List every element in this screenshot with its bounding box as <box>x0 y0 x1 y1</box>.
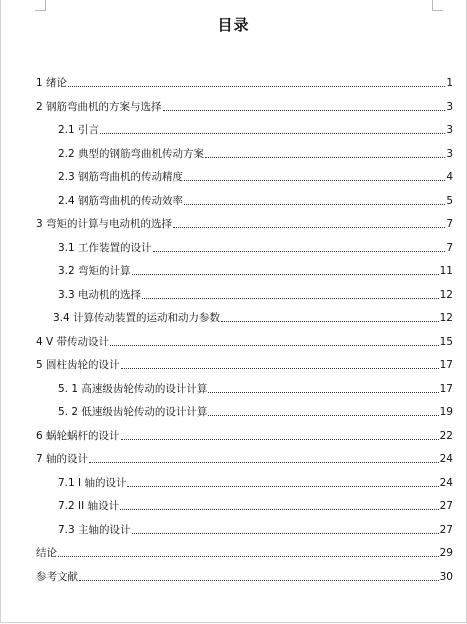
toc-entry-2-1[interactable] <box>0 121 467 137</box>
toc-entry-2-3[interactable] <box>0 168 467 184</box>
toc-entry-label: 3.1 工作装置的设计 <box>58 241 152 254</box>
toc-entry-page: 22 <box>439 429 453 442</box>
toc-entry-label: 4 V 带传动设计 <box>36 335 110 348</box>
toc-entry-references[interactable] <box>0 568 467 584</box>
dot-leader <box>163 110 446 111</box>
toc-entry-1[interactable] <box>0 74 467 90</box>
toc-entry-label: 2.3 钢筋弯曲机的传动精度 <box>58 171 184 183</box>
dot-leader <box>79 580 439 581</box>
toc-entry-6[interactable] <box>0 427 467 443</box>
toc-entry-2[interactable] <box>0 98 467 114</box>
toc-entry-page: 3 <box>446 147 453 160</box>
toc-entry-page: 15 <box>439 335 453 348</box>
toc-entry-page: 3 <box>446 124 453 136</box>
toc-entry-label: 5. 2 低速级齿轮传动的设计计算 <box>58 406 208 418</box>
crop-mark-right <box>432 0 443 11</box>
toc-entry-7-3[interactable] <box>0 521 467 537</box>
toc-entry-7[interactable] <box>0 450 467 466</box>
toc-entry-page: 7 <box>446 241 453 254</box>
toc-entry-5-2[interactable] <box>0 403 467 419</box>
toc-entry-3-4[interactable] <box>0 309 467 325</box>
dot-leader <box>58 556 439 557</box>
dot-leader <box>142 298 439 299</box>
toc-entry-page: 17 <box>439 359 453 371</box>
toc-entry-7-1[interactable] <box>0 474 467 490</box>
toc-entry-conclusion[interactable] <box>0 544 467 560</box>
toc-entry-page: 5 <box>446 194 453 207</box>
toc-entry-page: 27 <box>439 500 453 512</box>
toc-entry-7-2[interactable] <box>0 497 467 513</box>
dot-leader <box>121 439 439 440</box>
toc-entry-page: 27 <box>439 523 453 536</box>
dot-leader <box>205 157 445 158</box>
dot-leader <box>127 486 438 487</box>
toc-entry-page: 24 <box>439 476 453 489</box>
dot-leader <box>184 180 445 181</box>
toc-entry-label: 参考文献 <box>36 570 78 583</box>
toc-entry-label: 1 绪论 <box>36 77 68 89</box>
dot-leader <box>184 204 445 205</box>
toc-entry-3-2[interactable] <box>0 262 467 278</box>
toc-entry-page: 3 <box>446 100 453 113</box>
dot-leader <box>100 133 445 134</box>
toc-entry-label: 7.3 主轴的设计 <box>58 523 131 536</box>
toc-entry-label: 7 轴的设计 <box>36 453 89 465</box>
dot-leader <box>110 345 439 346</box>
dot-leader <box>89 462 439 463</box>
dot-leader <box>208 415 438 416</box>
toc-entry-page: 17 <box>439 382 453 395</box>
toc-entry-5[interactable] <box>0 356 467 372</box>
toc-entry-3-3[interactable] <box>0 286 467 302</box>
toc-entry-2-2[interactable] <box>0 145 467 161</box>
toc-entry-4[interactable] <box>0 333 467 349</box>
toc-entry-label: 7.2 II 轴设计 <box>58 500 120 512</box>
toc-entry-label: 2 钢筋弯曲机的方案与选择 <box>36 100 162 113</box>
toc-entry-page: 7 <box>446 218 453 230</box>
toc-entry-page: 24 <box>439 453 453 465</box>
dot-leader <box>221 321 439 322</box>
dot-leader <box>68 86 445 87</box>
dot-leader <box>132 533 439 534</box>
toc-entry-3-1[interactable] <box>0 239 467 255</box>
dot-leader <box>132 274 439 275</box>
toc-entry-2-4[interactable] <box>0 192 467 208</box>
toc-entry-page: 30 <box>439 570 453 583</box>
toc-entry-label: 5. 1 高速级齿轮传动的设计计算 <box>58 382 208 395</box>
toc-entry-3[interactable] <box>0 215 467 231</box>
toc-entry-label: 3 弯矩的计算与电动机的选择 <box>36 218 173 230</box>
toc-entry-page: 19 <box>439 406 453 418</box>
toc-entry-label: 2.1 引言 <box>58 124 100 136</box>
toc-entry-page: 12 <box>439 288 453 301</box>
dot-leader <box>173 227 445 228</box>
dot-leader <box>120 509 439 510</box>
crop-mark-left <box>35 0 46 11</box>
toc-entry-label: 6 蜗轮蜗杆的设计 <box>36 429 120 442</box>
toc-entry-label: 5 圆柱齿轮的设计 <box>36 359 120 371</box>
toc-entry-page: 12 <box>439 312 453 324</box>
toc-entry-label: 2.2 典型的钢筋弯曲机传动方案 <box>58 147 205 160</box>
toc-entry-label: 7.1 I 轴的设计 <box>58 476 127 489</box>
toc-entry-page: 29 <box>439 547 453 559</box>
toc-entry-label: 2.4 钢筋弯曲机的传动效率 <box>58 194 184 207</box>
toc-entry-label: 结论 <box>36 547 57 559</box>
toc-entry-label: 3.4 计算传动装置的运动和动力参数 <box>53 312 221 324</box>
toc-entry-5-1[interactable] <box>0 380 467 396</box>
dot-leader <box>208 392 438 393</box>
toc-entry-label: 3.2 弯矩的计算 <box>58 265 131 277</box>
toc-entry-page: 11 <box>439 265 453 277</box>
toc-entry-page: 4 <box>446 171 453 183</box>
dot-leader <box>153 251 446 252</box>
toc-entry-label: 3.3 电动机的选择 <box>58 288 142 301</box>
toc-entry-page: 1 <box>446 77 453 89</box>
toc-title: 目录 <box>217 16 250 34</box>
dot-leader <box>121 368 439 369</box>
